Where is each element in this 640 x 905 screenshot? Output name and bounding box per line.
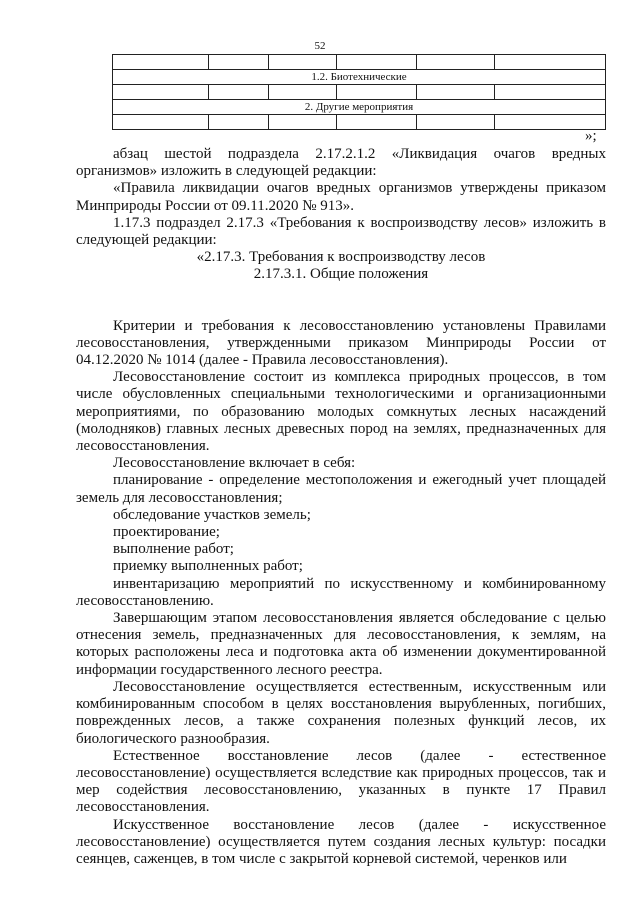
paragraph: Критерии и требования к лесовосстановлению установлены Правилами лесовосстановления, утвержденными приказом Минприроды России от 04.12.2020 № 1014 (далее - Правила лесовосстановления). — [76, 317, 606, 369]
paragraph: «Правила ликвидации очагов вредных организмов утверждены приказом Минприроды России от 09.11.2020 № 913». — [76, 180, 606, 214]
table-row — [113, 115, 606, 130]
paragraph: Лесовосстановление осуществляется естественным, искусственным или комбинированным способом в целях восстановления вырубленных, погибших, поврежденных лесов, а также сохранения полезных функций лесов, их биологического разнообразия. — [76, 678, 606, 747]
list-item: выполнение работ; — [113, 541, 234, 558]
measures-table — [112, 54, 606, 130]
table-closing-quote: »; — [585, 128, 597, 144]
subsection-heading: 2.17.3.1. Общие положения — [253, 266, 429, 283]
paragraph: Лесовосстановление состоит из комплекса природных процессов, в том числе обусловленных специальными технологическими и организационными мероприятиями, по образованию молодых сомкнутых лесных насаждений (молодняков) главных лесных древесных пород на землях, предназначенных для лесовосстановления. — [76, 369, 606, 455]
paragraph: абзац шестой подраздела 2.17.2.1.2 «Ликвидация очагов вредных организмов» изложить в следующей редакции: — [76, 146, 606, 180]
list-item: планирование - определение местоположения и ежегодный учет площадей земель для лесовосстановления; — [76, 472, 606, 506]
paragraph: Завершающим этапом лесовосстановления является обследование с целью отнесения земель, предназначенных для лесовосстановления, к землям, на которых расположены леса и подготовка акта об изменении документированной информации государственного лесного реестра. — [76, 610, 606, 678]
table-row — [113, 70, 606, 85]
table-row — [113, 55, 606, 70]
page-number: 52 — [314, 40, 326, 52]
list-item: приемку выполненных работ; — [113, 558, 303, 575]
table-row — [113, 100, 606, 115]
section-heading: «2.17.3. Требования к воспроизводству лесов — [196, 249, 486, 266]
document-text — [76, 146, 606, 868]
table-row-biotechnical: 1.2. Биотехнические — [113, 70, 606, 85]
table-row-other: 2. Другие мероприятия — [113, 100, 606, 115]
list-item: инвентаризацию мероприятий по искусственному и комбинированному лесовосстановлению. — [76, 575, 606, 609]
paragraph: Лесовосстановление включает в себя: — [113, 455, 356, 472]
paragraph: Естественное восстановление лесов (далее - естественное лесовосстановление) осуществляется вследствие как природных процессов, так и мер содействия лесовосстановлению, указанных в пункте 17 Правил лесовосстановления. — [76, 747, 606, 816]
table-row — [113, 85, 606, 100]
list-item: проектирование; — [113, 524, 220, 541]
paragraph: Искусственное восстановление лесов (далее - искусственное лесовосстановление) осуществляется путем создания лесных культур: посадки сеянцев, саженцев, в том числе с закрытой корневой системой, черенков или — [76, 816, 606, 867]
list-item: обследование участков земель; — [113, 506, 311, 523]
paragraph: 1.17.3 подраздел 2.17.3 «Требования к воспроизводству лесов» изложить в следующей редакции: — [76, 214, 606, 249]
